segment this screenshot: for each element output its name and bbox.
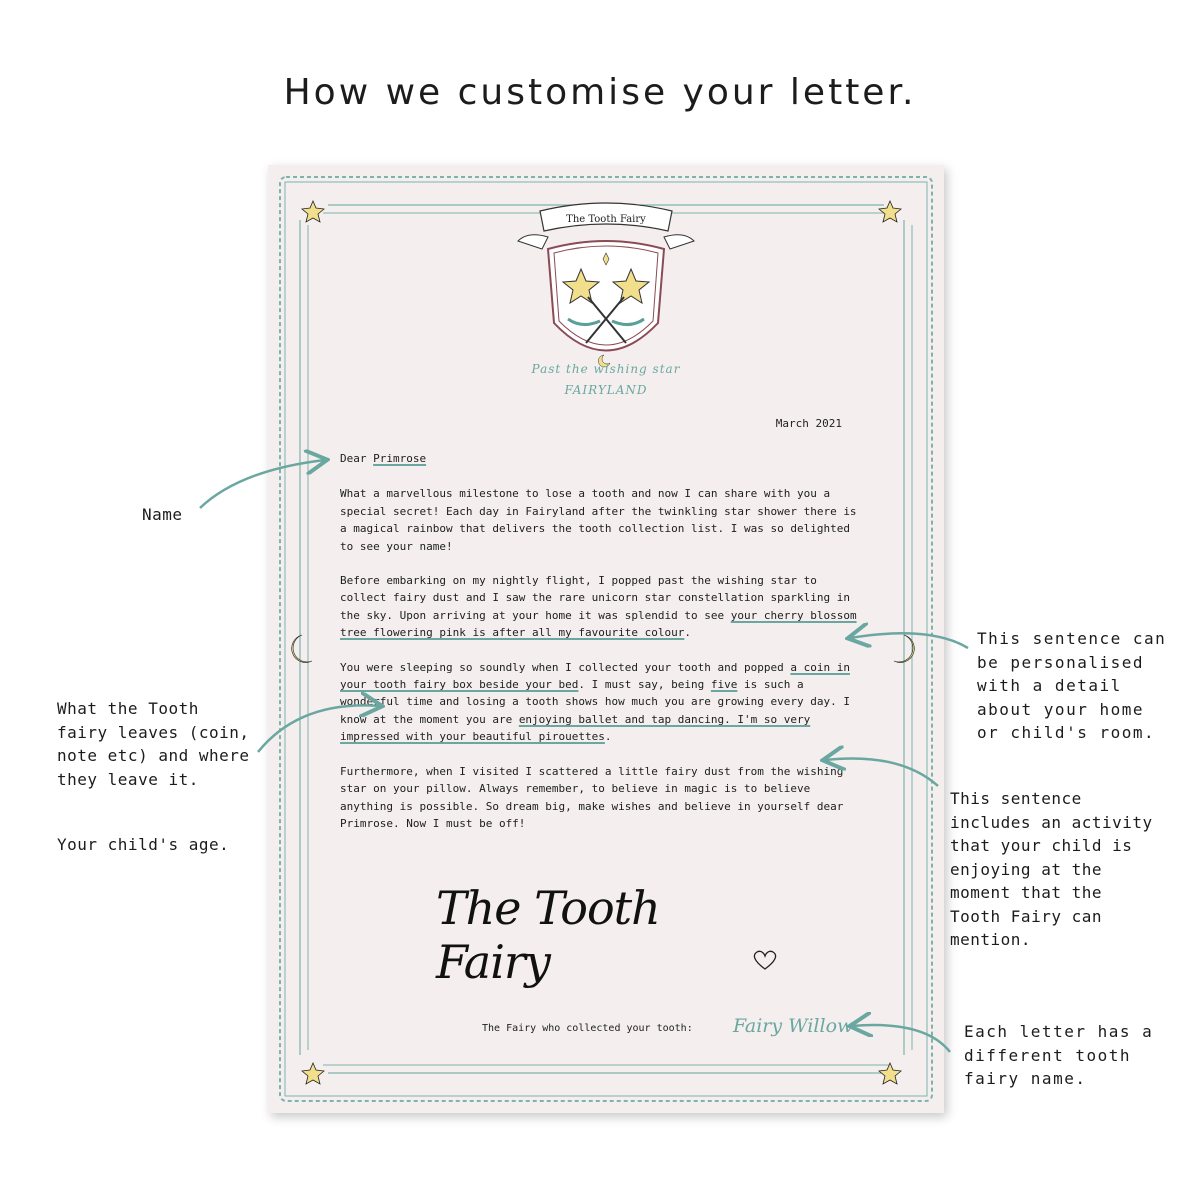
paragraph-2-text: Before embarking on my nightly flight, I popped past the wishing star to collect fairy dust and I saw the rare unicorn star constellation sparkling in the sky. Upon arriving at your home it was splendid to see [340, 574, 850, 622]
fairy-name: Fairy Willow [733, 1015, 854, 1037]
paragraph-4: Furthermore, when I visited I scattered a little fairy dust from the wishing star on your pillow. Always remember, to believe in magic is to believe anything is possible. So dream big, make wishes and believe in yourself dear Primrose. Now I must be off! [340, 764, 844, 830]
personalised-home-detail: your cherry blossom tree flowering pink is after all my favourite colour [340, 608, 857, 640]
annotation-name: Name [142, 505, 183, 524]
paragraph-3-text-a: You were sleeping so soundly when I collected your tooth and popped [340, 660, 791, 674]
star-icon [879, 201, 901, 222]
greeting-prefix: Dear [340, 452, 374, 465]
star-icon [879, 1063, 901, 1084]
paragraph-2 [340, 572, 860, 642]
child-activity: enjoying ballet and tap dancing. I'm so very impressed with your beautiful pirouettes [340, 712, 811, 744]
paragraph-3-text-c: is such a wonderful time and losing a tooth shows how much you are growing every day. I know at the moment you are [340, 678, 850, 726]
tooth-fairy-crest [508, 193, 704, 388]
annotation-leaves: What the Tooth fairy leaves (coin, note etc) and where they leave it. [57, 699, 250, 789]
annotation-activity: This sentence includes an activity that your child is enjoying at the moment that the Tooth Fairy can mention. [950, 789, 1153, 949]
star-icon [302, 1063, 324, 1084]
annotation-fairy: Each letter has a different tooth fairy name. [964, 1022, 1154, 1088]
paragraph-1: What a marvellous milestone to lose a tooth and now I can share with you a special secret! Each day in Fairyland after the twinkling star shower there is a magical rainbow that delivers the tooth collection list. I was so delighted to see your name! [340, 487, 857, 553]
address-line-1: Past the wishing star [531, 362, 681, 376]
letter [268, 165, 944, 1113]
paragraph-3-text-b: . I must say, being [578, 678, 711, 692]
letter-date: March 2021 [775, 417, 842, 430]
child-age: five [710, 678, 738, 692]
greeting [340, 450, 860, 467]
collector-label: The Fairy who collected your tooth: [482, 1023, 693, 1034]
signature: The Tooth Fairy [436, 881, 660, 989]
paragraph-3 [340, 659, 860, 746]
child-name: Primrose [373, 452, 427, 465]
page-title: How we customise your letter. [283, 72, 917, 113]
address-line-2: FAIRYLAND [564, 383, 648, 397]
annotation-age: Your child's age. [57, 835, 230, 854]
crest-banner-text: The Tooth Fairy [566, 214, 646, 225]
paragraph-2-end: . [684, 626, 691, 640]
moon-icon [292, 635, 312, 663]
star-icon [302, 201, 324, 222]
annotation-home: This sentence can be personalised with a detail about your home or child's room. [977, 629, 1167, 742]
paragraph-3-end: . [604, 730, 612, 744]
heart-icon [750, 949, 780, 971]
gift-location: a coin in your tooth fairy box beside your bed [340, 660, 850, 692]
letter-body [340, 450, 860, 849]
